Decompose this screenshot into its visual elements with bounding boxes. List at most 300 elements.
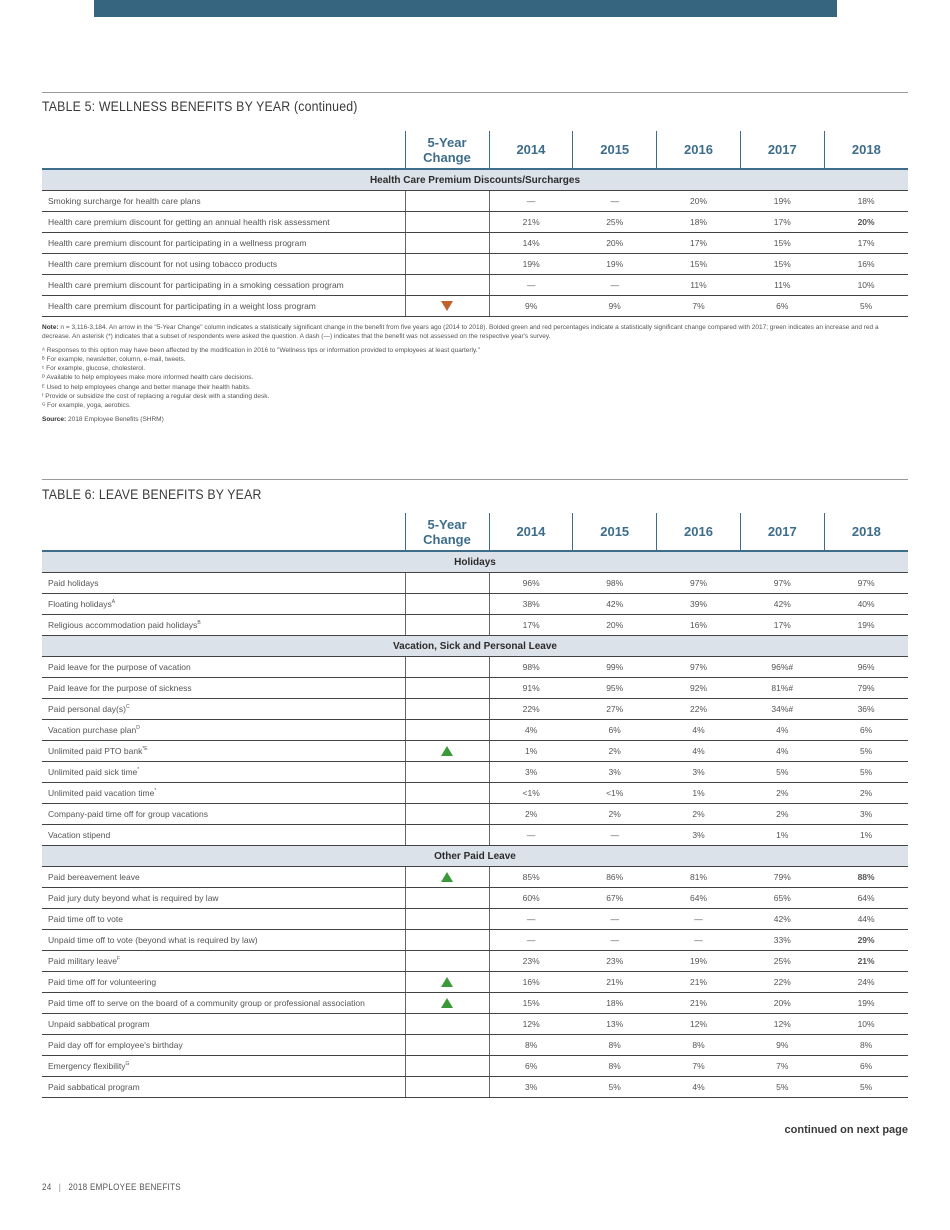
value-cell-2015: 20% — [573, 615, 657, 636]
value-cell-2014: 14% — [489, 233, 573, 254]
value-cell-2016: 20% — [657, 191, 741, 212]
row-label: Vacation stipend — [48, 830, 111, 840]
value-cell-2017: 7% — [740, 1056, 824, 1077]
continued-on-next-page: continued on next page — [784, 1124, 908, 1136]
value-cell-2015: 21% — [573, 972, 657, 993]
value-cell-2016: 21% — [657, 972, 741, 993]
row-label: Paid leave for the purpose of sickness — [48, 683, 192, 693]
row-label-cell — [42, 741, 405, 762]
value-cell-2018: 5% — [824, 741, 908, 762]
table5-notes — [42, 323, 908, 424]
five-year-change-cell — [405, 867, 489, 888]
value-cell-2014: <1% — [489, 783, 573, 804]
value-cell-2014: — — [489, 275, 573, 296]
value-cell-2017: 2% — [740, 783, 824, 804]
five-year-change-cell — [405, 762, 489, 783]
note-paragraph — [42, 323, 908, 342]
value-cell-2017: 15% — [740, 254, 824, 275]
row-label: Unpaid sabbatical program — [48, 1019, 150, 1029]
value-cell-2018: 2% — [824, 783, 908, 804]
value-cell-2014: — — [489, 191, 573, 212]
source-line — [42, 415, 908, 424]
table6-title: TABLE 6: LEAVE BENEFITS BY YEAR — [42, 486, 262, 502]
row-label: Paid time off to vote — [48, 914, 123, 924]
row-label-cell — [42, 233, 405, 254]
value-cell-2018: 79% — [824, 678, 908, 699]
row-label: Paid leave for the purpose of vacation — [48, 662, 191, 672]
value-cell-2015: — — [573, 275, 657, 296]
increase-arrow-icon — [441, 998, 453, 1008]
value-cell-2017: 12% — [740, 1014, 824, 1035]
value-cell-2015: 23% — [573, 951, 657, 972]
value-cell-2015: 19% — [573, 254, 657, 275]
value-cell-2018: 6% — [824, 720, 908, 741]
value-cell-2014: — — [489, 930, 573, 951]
value-cell-2018: 5% — [824, 296, 908, 317]
value-cell-2017: 25% — [740, 951, 824, 972]
row-label: Paid sabbatical program — [48, 1082, 140, 1092]
note-text: n = 3,116-3,184. An arrow in the "5-Year Change" column indicates a statistically significant change in the benefit from five years ago (2014 to 2018). Bolded green and red percentages indicate a statistically significant change compared with 2017; green indicates an increase and red a decrease. An asterisk (*) indicates that a subset of respondents were asked the question. A dash (—) indicates that the benefit was not assessed on the respective year's survey. — [42, 324, 879, 341]
value-cell-2016: 97% — [657, 573, 741, 594]
value-cell-2017: 65% — [740, 888, 824, 909]
five-year-change-cell — [405, 825, 489, 846]
row-label: Unlimited paid sick time — [48, 767, 138, 777]
row-label-cell — [42, 888, 405, 909]
header-year-2018: 2018 — [824, 131, 908, 169]
section-title: Other Paid Leave — [42, 846, 908, 867]
value-cell-2018: 29% — [824, 930, 908, 951]
value-cell-2015: 20% — [573, 233, 657, 254]
value-cell-2018: 19% — [824, 993, 908, 1014]
value-cell-2018: 19% — [824, 615, 908, 636]
five-year-change-cell — [405, 720, 489, 741]
five-year-change-cell — [405, 783, 489, 804]
table6-top-rule — [42, 479, 908, 480]
five-year-change-cell — [405, 741, 489, 762]
five-year-change-cell — [405, 615, 489, 636]
row-label: Company-paid time off for group vacations — [48, 809, 209, 819]
header-year-2017: 2017 — [740, 131, 824, 169]
value-cell-2016: 2% — [657, 804, 741, 825]
row-label-cell — [42, 720, 405, 741]
row-label-cell — [42, 951, 405, 972]
value-cell-2018: 64% — [824, 888, 908, 909]
table-row — [42, 1035, 908, 1056]
decrease-arrow-icon — [441, 301, 453, 311]
value-cell-2018: 44% — [824, 909, 908, 930]
table5-top-rule — [42, 92, 908, 93]
value-cell-2017: 5% — [740, 1077, 824, 1098]
value-cell-2015: 2% — [573, 804, 657, 825]
footnote: ᴳ For example, yoga, aerobics. — [42, 402, 131, 410]
value-cell-2015: 42% — [573, 594, 657, 615]
header-year-2016: 2016 — [657, 513, 741, 551]
value-cell-2015: 9% — [573, 296, 657, 317]
five-year-change-cell — [405, 678, 489, 699]
five-year-change-cell — [405, 888, 489, 909]
top-banner-bar — [94, 0, 837, 17]
row-label-cell — [42, 1056, 405, 1077]
value-cell-2017: 15% — [740, 233, 824, 254]
footnote: ᴮ For example, newsletter, column, e-mail, tweets. — [42, 355, 186, 363]
value-cell-2015: 67% — [573, 888, 657, 909]
section-header-health-care-premium — [42, 169, 908, 191]
row-label: Health care premium discount for participating in a wellness program — [48, 238, 307, 248]
table-row — [42, 573, 908, 594]
header-blank — [42, 131, 405, 169]
value-cell-2018: 16% — [824, 254, 908, 275]
table5-title: TABLE 5: WELLNESS BENEFITS BY YEAR (continued) — [42, 98, 358, 114]
five-year-change-cell — [405, 909, 489, 930]
table-row — [42, 741, 908, 762]
value-cell-2016: 1% — [657, 783, 741, 804]
value-cell-2018: 5% — [824, 762, 908, 783]
table-row — [42, 657, 908, 678]
header-year-2017: 2017 — [740, 513, 824, 551]
table-row — [42, 867, 908, 888]
five-year-change-cell — [405, 594, 489, 615]
value-cell-2015: 5% — [573, 1077, 657, 1098]
value-cell-2014: 15% — [489, 993, 573, 1014]
table-row — [42, 615, 908, 636]
header-5-year-change: 5-Year Change — [405, 131, 489, 169]
row-label-cell — [42, 1014, 405, 1035]
table-row — [42, 804, 908, 825]
five-year-change-cell — [405, 191, 489, 212]
value-cell-2017: 22% — [740, 972, 824, 993]
value-cell-2014: 3% — [489, 762, 573, 783]
row-label: Unlimited paid PTO bank — [48, 746, 143, 756]
value-cell-2014: 91% — [489, 678, 573, 699]
value-cell-2017: 19% — [740, 191, 824, 212]
value-cell-2014: 23% — [489, 951, 573, 972]
value-cell-2017: 4% — [740, 720, 824, 741]
table-row — [42, 951, 908, 972]
footnote-marker: * — [154, 788, 157, 795]
value-cell-2016: 3% — [657, 762, 741, 783]
section-title: Health Care Premium Discounts/Surcharges — [42, 169, 908, 191]
value-cell-2018: 10% — [824, 275, 908, 296]
value-cell-2018: 97% — [824, 573, 908, 594]
footnote: ᴱ Used to help employees change and better manage their health habits. — [42, 383, 251, 391]
row-label: Paid time off for volunteering — [48, 977, 157, 987]
section-title: Vacation, Sick and Personal Leave — [42, 636, 908, 657]
value-cell-2016: 21% — [657, 993, 741, 1014]
row-label: Unpaid time off to vote (beyond what is required by law) — [48, 935, 258, 945]
section-header-vacation-sick-and-personal-leave — [42, 636, 908, 657]
footnote-marker: B — [197, 620, 201, 627]
value-cell-2016: — — [657, 930, 741, 951]
value-cell-2018: 17% — [824, 233, 908, 254]
header-year-2016: 2016 — [657, 131, 741, 169]
value-cell-2014: — — [489, 825, 573, 846]
value-cell-2018: 5% — [824, 1077, 908, 1098]
footnote-marker: *E — [142, 746, 148, 753]
value-cell-2016: 4% — [657, 720, 741, 741]
five-year-change-cell — [405, 930, 489, 951]
table-row — [42, 762, 908, 783]
five-year-change-cell — [405, 254, 489, 275]
table-row — [42, 212, 908, 233]
value-cell-2018: 88% — [824, 867, 908, 888]
footnote: ᴬ Responses to this option may have been affected by the modification in 2016 to "Wellness tips or information provided to employees at least quarterly." — [42, 346, 480, 354]
value-cell-2016: 11% — [657, 275, 741, 296]
row-label-cell — [42, 783, 405, 804]
table-row — [42, 296, 908, 317]
value-cell-2018: 24% — [824, 972, 908, 993]
value-cell-2017: 97% — [740, 573, 824, 594]
table-row — [42, 825, 908, 846]
row-label: Paid day off for employee's birthday — [48, 1040, 183, 1050]
value-cell-2016: 4% — [657, 741, 741, 762]
value-cell-2017: 2% — [740, 804, 824, 825]
five-year-change-cell — [405, 296, 489, 317]
footnote-marker: A — [111, 599, 116, 606]
table-row — [42, 191, 908, 212]
section-header-other-paid-leave — [42, 846, 908, 867]
value-cell-2016: — — [657, 909, 741, 930]
value-cell-2018: 96% — [824, 657, 908, 678]
value-cell-2016: 39% — [657, 594, 741, 615]
five-year-change-cell — [405, 212, 489, 233]
increase-arrow-icon — [441, 872, 453, 882]
row-label-cell — [42, 1077, 405, 1098]
five-year-change-cell — [405, 1056, 489, 1077]
value-cell-2015: 99% — [573, 657, 657, 678]
value-cell-2014: 16% — [489, 972, 573, 993]
row-label-cell — [42, 254, 405, 275]
value-cell-2014: 1% — [489, 741, 573, 762]
value-cell-2017: 79% — [740, 867, 824, 888]
value-cell-2014: 4% — [489, 720, 573, 741]
table-row — [42, 783, 908, 804]
row-label: Religious accommodation paid holidays — [48, 620, 198, 630]
header-5-year-change: 5-Year Change — [405, 513, 489, 551]
row-label-cell — [42, 762, 405, 783]
value-cell-2017: 81%# — [740, 678, 824, 699]
value-cell-2014: 19% — [489, 254, 573, 275]
value-cell-2015: — — [573, 909, 657, 930]
increase-arrow-icon — [441, 977, 453, 987]
footnote-marker: C — [125, 704, 130, 711]
value-cell-2014: 3% — [489, 1077, 573, 1098]
five-year-change-cell — [405, 275, 489, 296]
value-cell-2015: — — [573, 825, 657, 846]
five-year-change-cell — [405, 657, 489, 678]
row-label-cell — [42, 699, 405, 720]
value-cell-2018: 40% — [824, 594, 908, 615]
value-cell-2017: 6% — [740, 296, 824, 317]
value-cell-2016: 81% — [657, 867, 741, 888]
header-year-2014: 2014 — [489, 513, 573, 551]
value-cell-2016: 15% — [657, 254, 741, 275]
value-cell-2018: 8% — [824, 1035, 908, 1056]
table-row — [42, 254, 908, 275]
value-cell-2017: 34%# — [740, 699, 824, 720]
row-label-cell — [42, 275, 405, 296]
row-label: Floating holidays — [48, 599, 112, 609]
row-label: Paid military leave — [48, 956, 117, 966]
value-cell-2015: 27% — [573, 699, 657, 720]
row-label: Health care premium discount for not using tobacco products — [48, 259, 278, 269]
row-label-cell — [42, 909, 405, 930]
five-year-change-cell — [405, 972, 489, 993]
footnote-marker: * — [137, 767, 140, 774]
value-cell-2014: — — [489, 909, 573, 930]
value-cell-2016: 16% — [657, 615, 741, 636]
five-year-change-cell — [405, 993, 489, 1014]
value-cell-2016: 7% — [657, 1056, 741, 1077]
value-cell-2015: 2% — [573, 741, 657, 762]
value-cell-2017: 1% — [740, 825, 824, 846]
page-number: 24 — [42, 1182, 52, 1192]
row-label: Health care premium discount for getting an annual health risk assessment — [48, 217, 330, 227]
five-year-change-cell — [405, 233, 489, 254]
value-cell-2018: 10% — [824, 1014, 908, 1035]
table-row — [42, 720, 908, 741]
five-year-change-cell — [405, 1077, 489, 1098]
row-label: Paid personal day(s) — [48, 704, 126, 714]
value-cell-2014: 2% — [489, 804, 573, 825]
value-cell-2014: 96% — [489, 573, 573, 594]
five-year-change-cell — [405, 573, 489, 594]
five-year-change-cell — [405, 1035, 489, 1056]
section-title: Holidays — [42, 551, 908, 573]
value-cell-2018: 20% — [824, 212, 908, 233]
value-cell-2016: 19% — [657, 951, 741, 972]
value-cell-2016: 92% — [657, 678, 741, 699]
value-cell-2016: 3% — [657, 825, 741, 846]
value-cell-2015: 3% — [573, 762, 657, 783]
footnotes-list — [42, 346, 908, 411]
value-cell-2016: 22% — [657, 699, 741, 720]
table-row — [42, 678, 908, 699]
increase-arrow-icon — [441, 746, 453, 756]
table-row — [42, 930, 908, 951]
value-cell-2014: 17% — [489, 615, 573, 636]
table-row — [42, 233, 908, 254]
value-cell-2017: 17% — [740, 212, 824, 233]
row-label-cell — [42, 1035, 405, 1056]
value-cell-2015: 8% — [573, 1035, 657, 1056]
table-row — [42, 594, 908, 615]
value-cell-2014: 98% — [489, 657, 573, 678]
row-label: Health care premium discount for participating in a weight loss program — [48, 301, 316, 311]
row-label: Paid jury duty beyond what is required by law — [48, 893, 219, 903]
row-label-cell — [42, 191, 405, 212]
five-year-change-cell — [405, 951, 489, 972]
value-cell-2018: 1% — [824, 825, 908, 846]
row-label-cell — [42, 212, 405, 233]
row-label-cell — [42, 804, 405, 825]
row-label: Emergency flexibility — [48, 1061, 126, 1071]
value-cell-2018: 21% — [824, 951, 908, 972]
value-cell-2017: 9% — [740, 1035, 824, 1056]
page-footer: 24 | 2018 EMPLOYEE BENEFITS — [42, 1182, 181, 1192]
value-cell-2014: 22% — [489, 699, 573, 720]
value-cell-2015: — — [573, 191, 657, 212]
value-cell-2015: 13% — [573, 1014, 657, 1035]
value-cell-2017: 42% — [740, 594, 824, 615]
table-row — [42, 1077, 908, 1098]
value-cell-2018: 3% — [824, 804, 908, 825]
row-label-cell — [42, 296, 405, 317]
value-cell-2014: 8% — [489, 1035, 573, 1056]
header-year-2014: 2014 — [489, 131, 573, 169]
footnote-marker: G — [125, 1061, 130, 1068]
row-label-cell — [42, 594, 405, 615]
value-cell-2014: 85% — [489, 867, 573, 888]
value-cell-2017: 17% — [740, 615, 824, 636]
value-cell-2018: 36% — [824, 699, 908, 720]
value-cell-2014: 60% — [489, 888, 573, 909]
header-year-2015: 2015 — [573, 513, 657, 551]
value-cell-2017: 96%# — [740, 657, 824, 678]
footnote: ᴰ Available to help employees make more informed health care decisions. — [42, 374, 254, 382]
table-row — [42, 1056, 908, 1077]
five-year-change-cell — [405, 804, 489, 825]
value-cell-2015: 25% — [573, 212, 657, 233]
value-cell-2016: 4% — [657, 1077, 741, 1098]
footnote-marker: D — [136, 725, 140, 732]
row-label-cell — [42, 678, 405, 699]
value-cell-2014: 38% — [489, 594, 573, 615]
table6-leave-benefits — [42, 513, 908, 1098]
value-cell-2015: <1% — [573, 783, 657, 804]
value-cell-2018: 6% — [824, 1056, 908, 1077]
value-cell-2014: 6% — [489, 1056, 573, 1077]
table-row — [42, 1014, 908, 1035]
table-row — [42, 888, 908, 909]
table-row — [42, 275, 908, 296]
five-year-change-cell — [405, 699, 489, 720]
row-label-cell — [42, 993, 405, 1014]
value-cell-2014: 9% — [489, 296, 573, 317]
value-cell-2015: 18% — [573, 993, 657, 1014]
footnote: ᶜ For example, glucose, cholesterol. — [42, 365, 146, 373]
value-cell-2016: 8% — [657, 1035, 741, 1056]
source-label: Source: — [42, 415, 67, 423]
row-label: Vacation purchase plan — [48, 725, 137, 735]
row-label-cell — [42, 573, 405, 594]
value-cell-2015: 86% — [573, 867, 657, 888]
row-label-cell — [42, 825, 405, 846]
value-cell-2018: 18% — [824, 191, 908, 212]
value-cell-2015: — — [573, 930, 657, 951]
row-label: Unlimited paid vacation time — [48, 788, 155, 798]
value-cell-2017: 33% — [740, 930, 824, 951]
value-cell-2014: 21% — [489, 212, 573, 233]
row-label: Paid holidays — [48, 578, 99, 588]
value-cell-2015: 8% — [573, 1056, 657, 1077]
row-label: Paid bereavement leave — [48, 872, 140, 882]
row-label-cell — [42, 615, 405, 636]
header-year-2015: 2015 — [573, 131, 657, 169]
publication-title: 2018 EMPLOYEE BENEFITS — [68, 1182, 181, 1192]
table-row — [42, 972, 908, 993]
table-row — [42, 699, 908, 720]
table-row — [42, 909, 908, 930]
five-year-change-cell — [405, 1014, 489, 1035]
note-label: Note: — [42, 324, 59, 331]
header-year-2018: 2018 — [824, 513, 908, 551]
table-row — [42, 993, 908, 1014]
value-cell-2017: 5% — [740, 762, 824, 783]
header-blank — [42, 513, 405, 551]
table5-wellness-benefits — [42, 131, 908, 317]
value-cell-2016: 18% — [657, 212, 741, 233]
footnote: ᶠ Provide or subsidize the cost of replacing a regular desk with a standing desk. — [42, 393, 270, 401]
